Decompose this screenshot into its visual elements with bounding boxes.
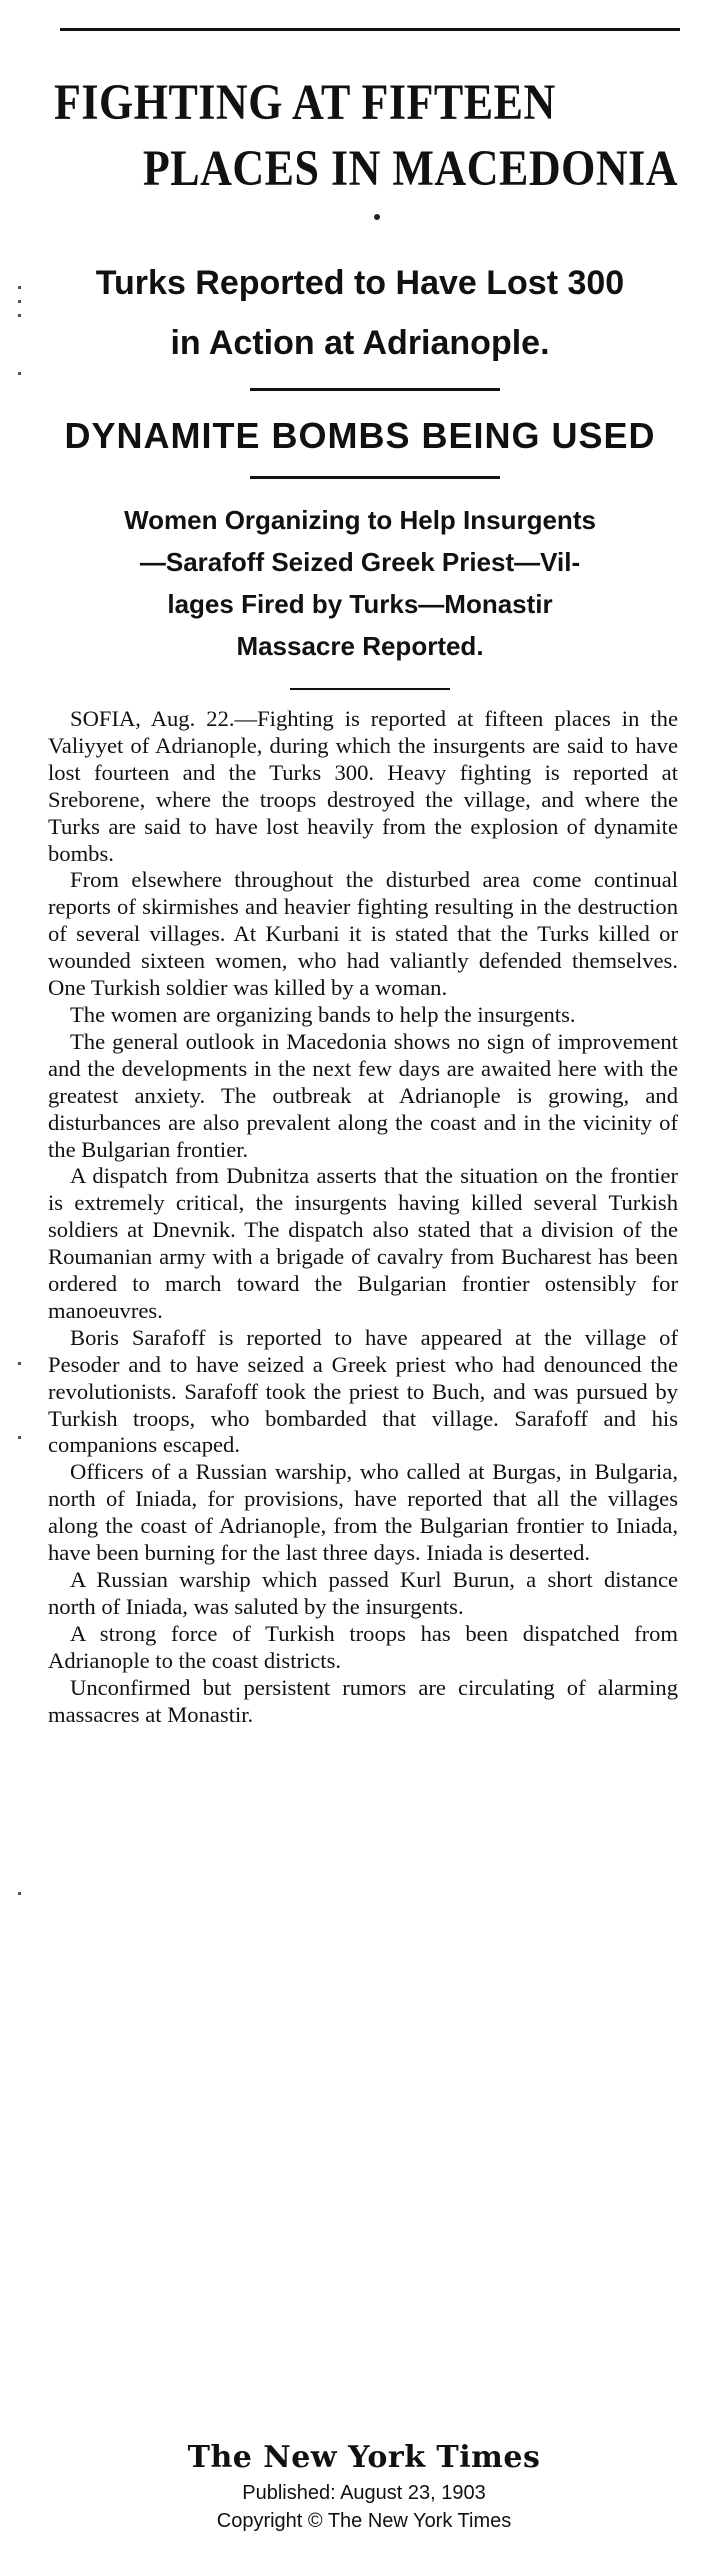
paragraph: A strong force of Turkish troops has been dispatched from Adrianople to the coast districts. bbox=[48, 1620, 678, 1673]
headline-line-1: FIGHTING AT FIFTEEN bbox=[54, 74, 556, 131]
deck-line-3: lages Fired by Turks—Monastir bbox=[167, 589, 553, 619]
margin-speck bbox=[18, 1892, 21, 1895]
headline-line-2: PLACES IN MACEDONIA bbox=[142, 140, 678, 197]
deck-rule bbox=[290, 688, 450, 690]
top-rule bbox=[60, 28, 680, 31]
paragraph: A dispatch from Dubnitza asserts that the situation on the frontier is extremely critical, the insurgents having killed several Turkish soldiers at Dnevnik. The dispatch also stated that a division of the Roumanian army with a brigade of cavalry from Bucharest has been ordered to march toward the Bulgarian frontier ostensibly for manoeuvres. bbox=[48, 1163, 678, 1323]
paragraph: The general outlook in Macedonia shows no sign of improvement and the developments in the next few days are awaited here with the greatest anxiety. The outbreak at Adrianople is growing, and disturbances are also prevalent along the coast and in the vicinity of the Bulgarian frontier. bbox=[48, 1028, 678, 1162]
section-rule bbox=[250, 388, 500, 391]
paragraph: The women are organizing bands to help the insurgents. bbox=[70, 1001, 576, 1027]
margin-speck bbox=[18, 1362, 21, 1365]
margin-speck bbox=[18, 286, 21, 289]
paragraph: From elsewhere throughout the disturbed area come continual reports of skirmishes and heavier fighting resulting in the destruction of several villages. At Kurbani it is stated that the Turks killed or wounded sixteen women, who had valiantly defended themselves. One Turkish soldier was killed by a woman. bbox=[48, 867, 678, 1001]
paragraph: Officers of a Russian warship, who called at Burgas, in Bulgaria, north of Iniada, for provisions, have reported that all the villages along the coast of Adrianople, from the Bulgarian frontier to Iniada, have been burning for the last three days. Iniada is deserted. bbox=[48, 1459, 678, 1566]
article-body bbox=[48, 706, 678, 1728]
margin-speck bbox=[18, 1436, 21, 1439]
margin-speck bbox=[18, 372, 21, 375]
newspaper-logo: The New York Times bbox=[187, 2440, 541, 2475]
third-headline: DYNAMITE BOMBS BEING USED bbox=[64, 415, 656, 456]
paragraph: SOFIA, Aug. 22.—Fighting is reported at fifteen places in the Valiyyet of Adrianople, during which the insurgents are said to have lost fourteen and the Turks 300. Heavy fighting is reported at Sreborene, where the troops destroyed the village, and where the Turks are said to have lost heavily from the explosion of dynamite bombs. bbox=[48, 706, 678, 866]
paragraph: Boris Sarafoff is reported to have appeared at the village of Pesoder and to have seized a Greek priest who had denounced the revolutionists. Sarafoff took the priest to Buch, and was pursued by Turkish troops, who bombarded that village. Sarafoff and his companions escaped. bbox=[48, 1324, 678, 1458]
copyright-notice: Copyright © The New York Times bbox=[216, 2510, 512, 2532]
paragraph: A Russian warship which passed Kurl Burun, a short distance north of Iniada, was saluted by the insurgents. bbox=[48, 1567, 678, 1619]
subhead-line-1: Turks Reported to Have Lost 300 bbox=[95, 264, 625, 302]
margin-speck bbox=[18, 300, 21, 303]
deck-line-2: —Sarafoff Seized Greek Priest—Vil- bbox=[139, 547, 581, 577]
published-date: Published: August 23, 1903 bbox=[242, 2482, 486, 2504]
paragraph: Unconfirmed but persistent rumors are circulating of alarming massacres at Monastir. bbox=[48, 1674, 678, 1727]
margin-speck bbox=[18, 314, 21, 317]
deck-line-4: Massacre Reported. bbox=[236, 631, 484, 661]
section-rule bbox=[250, 476, 500, 479]
separator-dot bbox=[374, 214, 380, 220]
deck-line-1: Women Organizing to Help Insurgents bbox=[124, 505, 596, 535]
subhead-line-2: in Action at Adrianople. bbox=[170, 324, 550, 362]
